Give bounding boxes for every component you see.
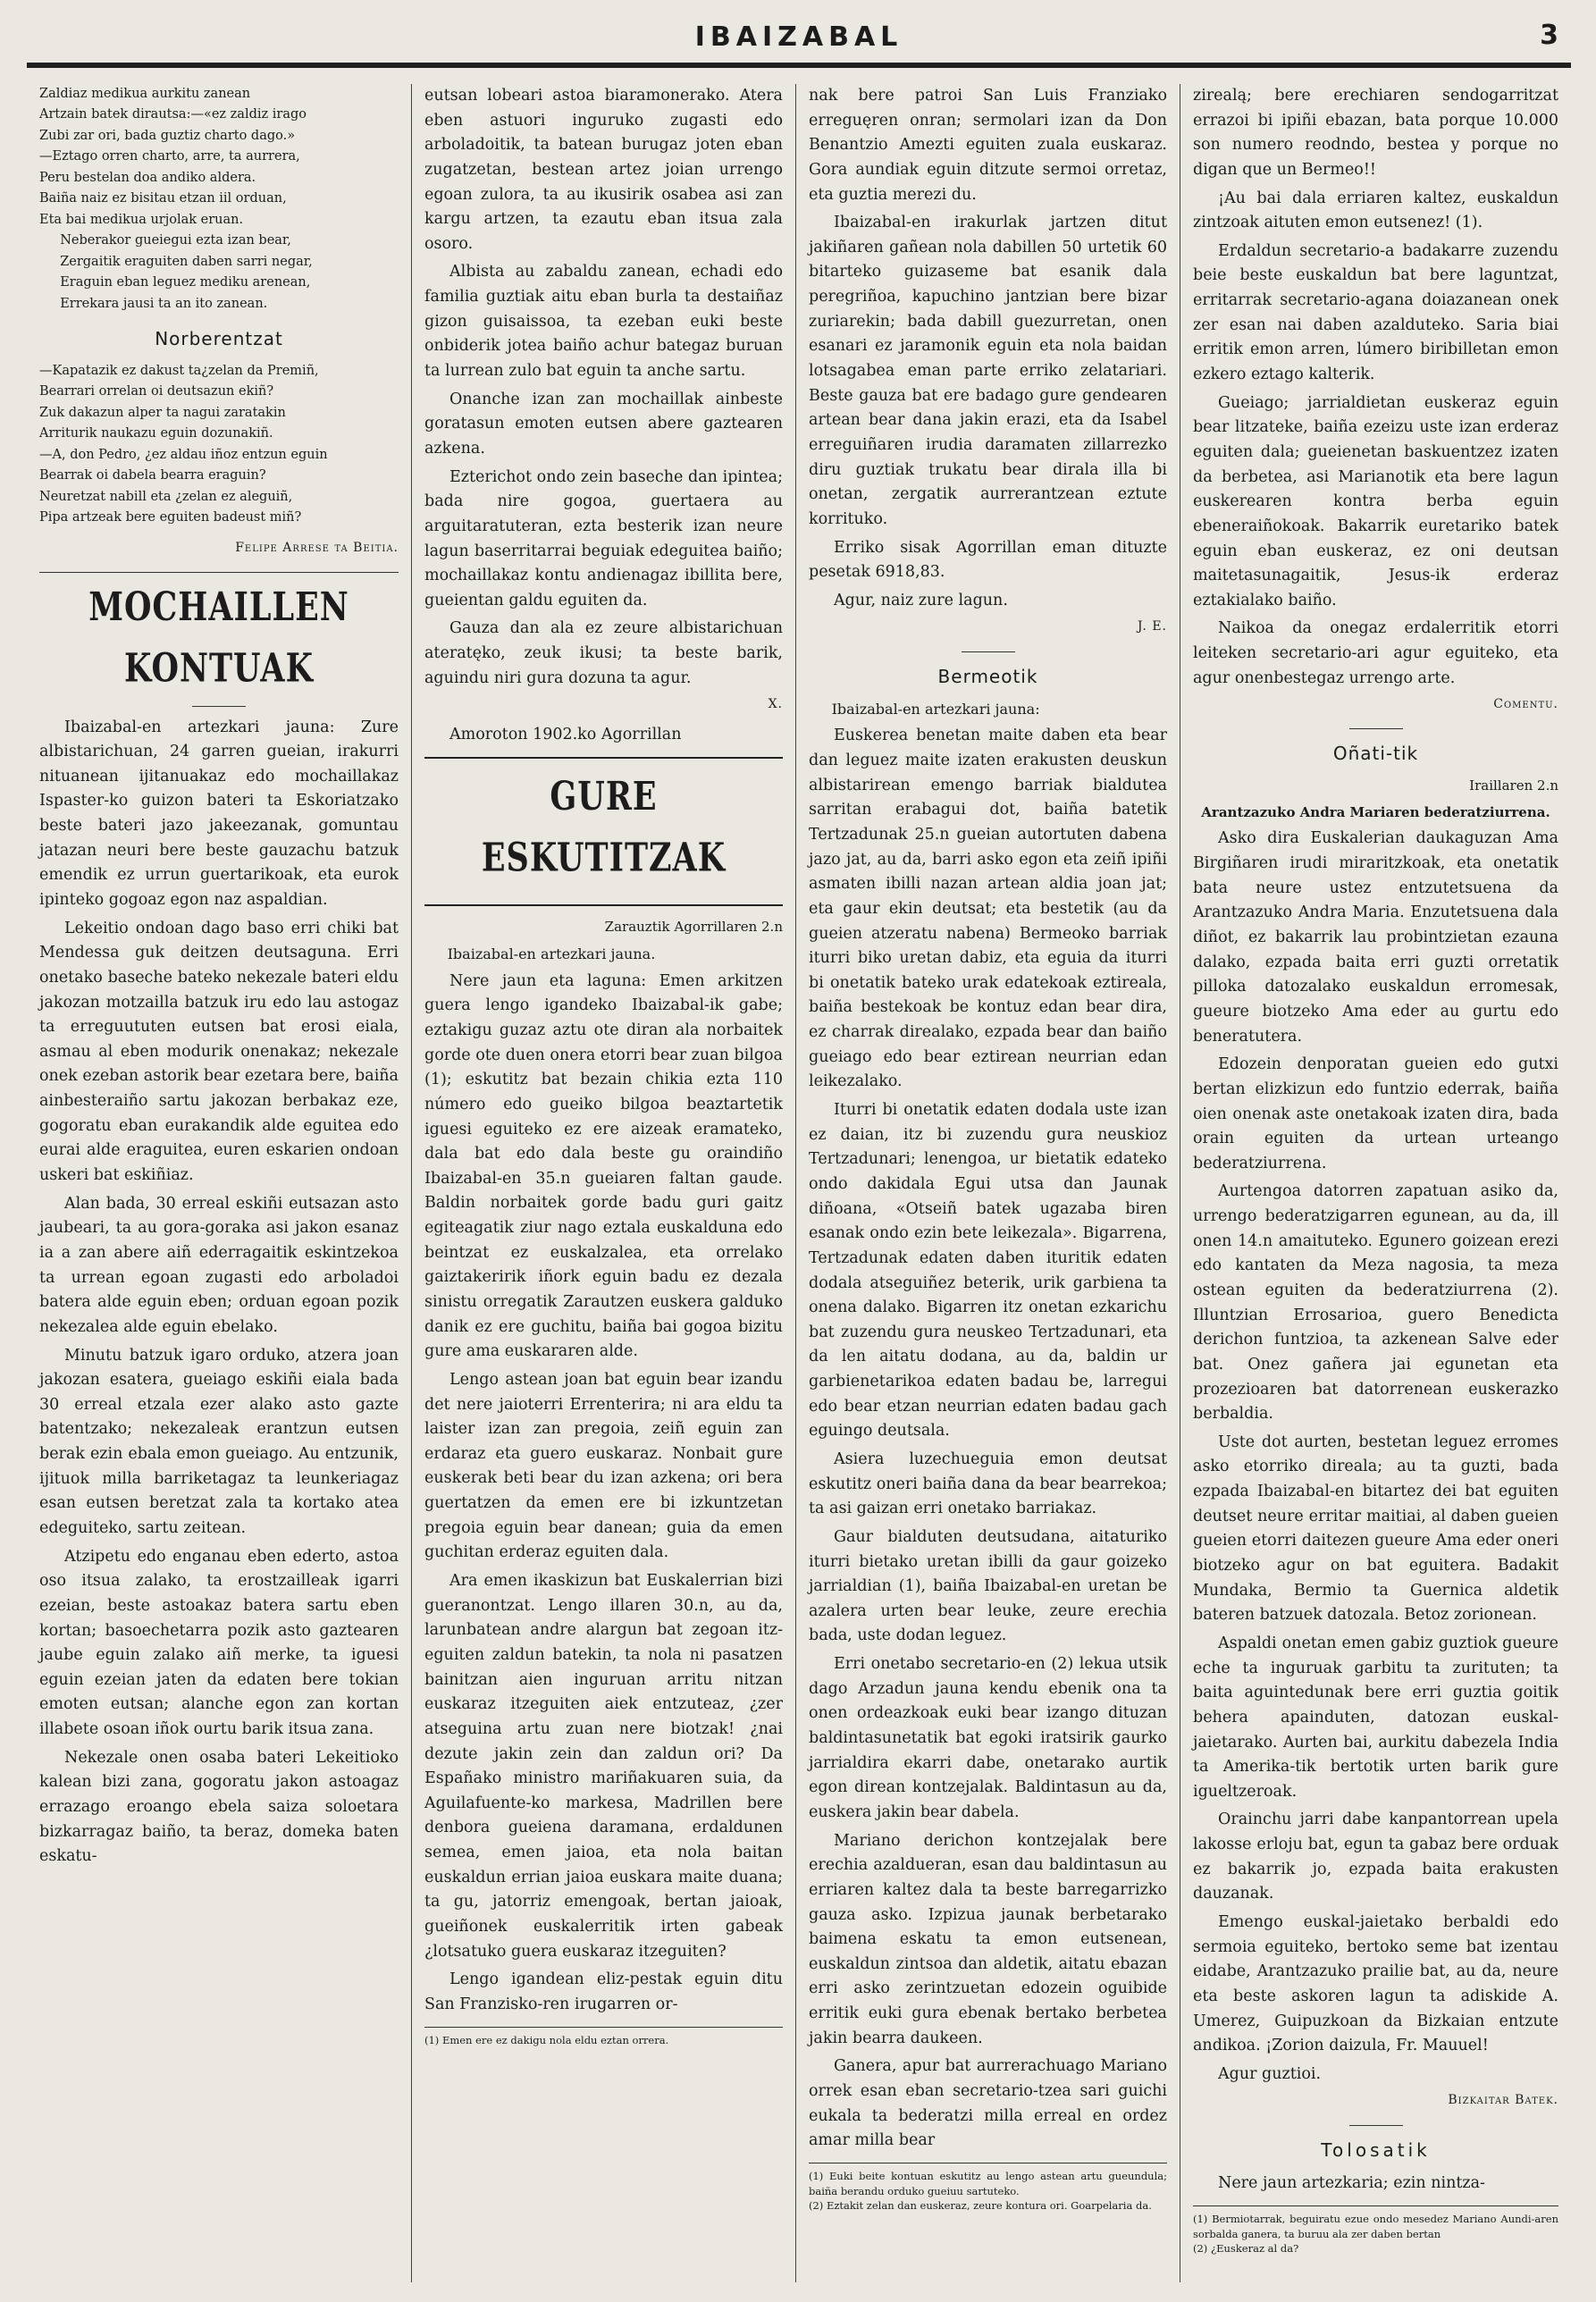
- footnote: (2) ¿Euskeraz al da?: [1193, 2242, 1299, 2256]
- paragraph: Erdaldun secretario-a badakarre zuzendu beie beste euskaldun bat bere laguntzat, erritarrak secretario-agana doiazanean onek zer esan nai daben azalduteko. Saria biai erritik emon arren, lúmero biribilletan emon ezkero eztago kalterik.: [1193, 241, 1558, 384]
- verse-line: Zaldiaz medikua aurkitu zanean: [39, 87, 251, 101]
- article-headline-gure-eskutitzak: GURE ESKUTITZAK: [481, 774, 727, 882]
- paragraph: Asko dira Euskalerian daukaguzan Ama Birgiñaren irudi miraritzkoak, eta onetatik bata neure ustez entzutetsuena da Arantzazuko Andra Maria. Enzutetsuena dala diñot, ez bakarrik lau probintzietan ezauna dalako, ezpada baita erri guzti orretatik pilloka datozalako euskaldun erromesak, gueure biotzeko Ama eder au gurtu edo beneratutera.: [1193, 829, 1558, 1046]
- newspaper-title: IBAIZABAL: [694, 21, 903, 53]
- footnote: (1) Bermiotarrak, beguiratu ezue ondo mesedez Mariano Aundi-aren sorbalda ganera, ta buruu ala zer daben bertan: [1193, 2212, 1558, 2240]
- author-signature: Felipe Arrese ta Beitia.: [235, 540, 399, 555]
- divider: [39, 572, 399, 573]
- verse-line: —Kapatazik ez dakust ta¿zelan da Premiñ,: [39, 363, 319, 378]
- paragraph: Agur guztioi.: [1218, 2064, 1322, 2083]
- column-1: [27, 84, 411, 2282]
- headline-box: [424, 757, 783, 906]
- paragraph: zirealą; bere erechiaren sendogarritzat errazoi bi ipiñi ebazan, bata porque 10.000 son numero reodndo, bestea y porque no digan que un Bermeo!!: [1193, 87, 1558, 179]
- verse-line: Baiña naiz ez bisitau etzan iil orduan,: [39, 191, 287, 206]
- column-2: [411, 84, 795, 2282]
- paragraph: Ibaizabal-en artezkari jauna: Zure albistarichuan, 24 garren gueian, irakurri nituanean ijitanuakaz edo mochaillakaz Ispaster-ko guizon bateri ta Eskoriatzako beste bateri jazo jakeezanak, gomuntau jatazan neuri bere beste gauzachu batzuk emendik ez urrun guertarikoak, eta eurok ipinteko gogoaz egon naz aspaldian.: [39, 718, 399, 909]
- author-signature: X.: [768, 697, 783, 712]
- paragraph: Asiera luzechueguia emon deutsat eskutitz oneri baiña dana da bear bearrekoa; ta asi gaizan erri onetako barriakaz.: [809, 1450, 1167, 1518]
- author-signature: J. E.: [1137, 619, 1167, 634]
- paragraph: Ara emen ikaskizun bat Euskalerrian bizi gueranontzat. Lengo illaren 30.n, au da, larunbatean andre alargun bat zegoan itz-eguiten zaldun batekin, ta nola ni pasatzen bainitzan aien inguruan arritu nitzan euskaraz itzeguiten aiek entzuteaz, ¿zer atseguina artu zuan nere biotzak! ¿nai dezute jakin zein dan zaldun ori? Da Españako ministro mariñakuaren suia, da Aguilafuente-ko markesa, Madrillen bere denbora gueiena daramana, erdaldunen semea, emen jaioa, eta nola baitan euskaldun errian jaioa euskara maite duana; ta gu, jatorriz emengoak, bertan jaioak, gueiñonek euskalerritik irten gabeak ¿lotsatuko guera euskaraz itzeguiten?: [424, 1572, 783, 1961]
- column-3: [795, 84, 1180, 2282]
- verse-line: Bearrak oi dabela bearra eraguin?: [39, 468, 266, 483]
- masthead: [27, 16, 1571, 68]
- paragraph: Nere jaun artezkaria; ezin nintza-: [1218, 2174, 1485, 2193]
- author-signature: Bizkaitar Batek.: [1448, 2093, 1558, 2108]
- paragraph: Erri onetabo secretario-en (2) lekua utsik dago Arzadun jauna kendu ebenik ona ta onen ordeazkoak euki bear izango dituzan baldintasunetatik bat egoki iratsirik gaurko jarrialdira ekarri dabe, onetarako aurtik egon direan kontzejalak. Baldintasun au da, euskera jakin bear dabela.: [809, 1655, 1167, 1821]
- verse-line: Zubi zar ori, bada guztiz charto dago.»: [39, 128, 296, 143]
- paragraph: Euskerea benetan maite daben eta bear dan leguez maite izaten erakusten deuskun albistarirean emengo barriak bialdutea sarritan erabagui dot, baiña batetik Tertzadunak 25.n gueian autortuten dabena jazo jat, au da, barri asko egon eta zeiñ ipiñi asmaten ibilli nazan artean aldia joan jat; eta gaur ekin deutsat; eta bestetik (au da gueien atzeratu nabena) Bermeoko barriak iturri biko uretan dabiz, eta eguia da iturri bi onetatik bateko urak edatekoak eztireala, baiña bestekoak be kontuz edan bear dira, ez charrak direalako, ezpada bear dan baiño gueiago edo bear eztirean neurrian edan leikezalako.: [809, 727, 1167, 1091]
- verse-2: [39, 361, 399, 529]
- paragraph: Alan bada, 30 erreal eskiñi eutsazan asto jaubeari, ta au gora-goraka asi jakon esanaz ia a zan abere aiñ ederragaitik eskintzekoa ta urrean egoan zugasti edo arboladoi batera alde eguin eben; orduan egoan pozik nekezalea alde eguin ebelako.: [39, 1194, 399, 1336]
- dateline: Zarauztik Agorrillaren 2.n: [604, 918, 783, 935]
- paragraph: Lengo igandean eliz-pestak eguin ditu San Franzisko-ren irugarren or-: [424, 1970, 783, 2013]
- divider: [192, 706, 246, 707]
- section-heading-onati: Oñati-tik: [1332, 743, 1419, 765]
- paragraph: Uste dot aurten, bestetan leguez erromes asko etorriko direala; au ta guzti, bada ezpada Ibaizabal-en bitartez dei bat eguiten deutset neure erritar maitiai, al daben gueien gueien etorri daitezen gueure Ama eder oneri biotzeko agur on bat eguitera. Badakit Mundaka, Bermio ta Guernica aldetik bateren batzuek datozala. Betoz zorionean.: [1193, 1432, 1558, 1625]
- verse-line: Artzain batek dirautsa:—«ez zaldiz irago: [39, 107, 307, 122]
- footnote: (2) Eztakit zelan dan euskeraz, zeure kontura ori. Goarpelaria da.: [809, 2199, 1152, 2213]
- paragraph: Naikoa da onegaz erdalerritik etorri leiteken secretario-ari agur eguiteko, eta agur onenbestegaz urrengo arte.: [1193, 619, 1558, 687]
- paragraph: Onanche izan zan mochaillak ainbeste goratasun emoten eutsen abere gaztearen azkena.: [424, 390, 783, 458]
- paragraph: Ezterichot ondo zein baseche dan ipintea; bada nire gogoa, guertaera au arguitaratuteran, ezta besterik izan neure lagun baserritarrai beguiak edeguitea baiño; mochaillakaz kontu andienagaz ibillita bere, gueientan galdu eguiten da.: [424, 467, 783, 609]
- verse-1: [39, 84, 399, 315]
- paragraph: Aspaldi onetan emen gabiz guztiok gueure eche ta inguruak garbitu ta zurituten; ta baita aguintedunak bere erri guztia goitik behera apainduten, datozan euskal-jaietarako. Aurten bai, aurkitu dabezela India ta Amerika-tik bertotik urten barik gure igueltzeroak.: [1193, 1634, 1558, 1801]
- article-headline-mochaillen: MOCHAILLEN KONTUAK: [88, 584, 349, 693]
- verse-line: Arriturik naukazu eguin dozunakiñ.: [39, 426, 273, 441]
- paragraph: nak bere patroi San Luis Franziako erreguęren onran; sermolari izan da Don Benantzio Amezti eguiten zuala euskaraz. Gora aundiak eguin ditzute sermoi orretaz, eta guztia merezi du.: [809, 87, 1167, 204]
- verse-line: Eta bai medikua urjolak eruan.: [39, 212, 244, 227]
- paragraph: Gaur bialduten deutsudana, aitaturiko iturri bietako uretan ibilli da gaur goizeko jarrialdian (1), baiña Ibaizabal-en uretan be azalera urten bear leuke, zeure erechia bada, uste dodan leguez.: [809, 1527, 1167, 1645]
- paragraph: Albista au zabaldu zanean, echadi edo familia guztiak aitu eban burla ta destaiñaz gizon guisaissoa, ta ezeban euki beste onbiderik jotea baiño achur bategaz buruan ta lurrean zulo bat eguin ta anche sartu.: [424, 263, 783, 381]
- paragraph: Lekeitio ondoan dago baso erri chiki bat Mendessa guk deitzen deutsaguna. Erri onetako baseche bateko nekezale bateri eldu jakozan motzailla batzuk iru edo lau astogaz ta erreguututen eutsen bat erosi eiala, asmau al eben modurik onenakaz; nekezale onek ezeban astorik bear ezetara bere, baiña ainbesteraiño sartu jakozan berbakaz eze, gogoratu eban eurakandik alde eguitea edo eurai alde eraguitea, euren eskarien ondoan uskeri bat eskiñiaz.: [39, 919, 399, 1185]
- verse-line: Errekara jausi ta an ito zanean.: [60, 296, 268, 311]
- section-heading-norberentzat: Norberentzat: [155, 328, 283, 350]
- footnotes: [1193, 2205, 1558, 2256]
- salutation: Ibaizabal-en artezkari jauna.: [447, 945, 656, 963]
- columns: [27, 84, 1571, 2282]
- paragraph: Nere jaun eta laguna: Emen arkitzen guera lengo igandeko Ibaizabal-ik gabe; eztakigu guzaz aztu ote diran ala norbaitek gorde ote duen onera etorri bear zuan bilgoa (1); eskutitz bat bezain chikia ezta 110 número edo gueiko bilgoa beaztartetik iguesi eguiteko ez ere aizeak eramateko, dala bat edo dala beste gu oraindiño Ibaizabal-en 35.n gueiaren faltan gaude. Baldin norbaitek gorde badu guri gaitz egiteagatik ziur nago eztala euskalduna edo beintzat ez euskalzalea, eta orrelako gaiztakeririk iñork eguin badu ez dezala sinistu orregatik Zarautzen euskera galduko danik ez ere guchitu, baiña bai gogoa bizitu gure ama euskararen alde.: [424, 971, 783, 1361]
- paragraph: Gueiago; jarrialdietan euskeraz eguin bear litzateke, baiña ezeizu uste izan erderaz eguiten dala; gueienetan baskuentzez izaten da berbetea, asi Marianotik eta bere lagun euskerearen kontra berba eguin ebeneraiñokoak. Bakarrik euretariko batek eguin eban euskeraz, ez oni deutsan maitetasunagaitik, Jesus-ik erderaz eztakialako baiño.: [1193, 393, 1558, 609]
- paragraph: Ibaizabal-en irakurlak jartzen ditut jakiñaren gañean nola dabillen 50 urtetik 60 bitarteko guizaseme bat esanik dala peregriñoa, kapuchino jantzian bere bizar zuriarekin; bada dabill guezurretan, onen esanari ez jaramonik eguin eta nola baidan lotsagabea eman parte erriko zelatariari. Beste gauza bat ere badago gure gendearen artean bear dana jakin erazi, eta da Isabel erreguiñaren irudia daramaten zillarrezko diru guztiak trukatu bear dirala illa bi onetan, zergatik aurrerantzean eztute korrituko.: [809, 214, 1167, 528]
- paragraph: Mariano derichon kontzejalak bere erechia azaldueran, esan dau baldintasun au erriaren kaltez dala ta beste barregarrizko gauza asko. Izpizua jaunak berbetarako baimena eskatu ta emon eutsenean, euskaldun zintsoa dan aldetik, aitatu ebazan erri asko zerintzuetan edozein oguibide erritik euki gura ebenak bertako berbetea jakin bearra daukeen.: [809, 1831, 1167, 2047]
- salutation: Ibaizabal-en artezkari jauna:: [831, 701, 1040, 718]
- page-number: 3: [1540, 20, 1558, 51]
- verse-line: Pipa artzeak bere eguiten badeust miñ?: [39, 510, 302, 525]
- paragraph: Gauza dan ala ez zeure albistarichuan ateratęko, zeuk ikusi; ta beste barik, aguindu niri gura dozuna ta agur.: [424, 619, 783, 687]
- dateline: Iraillaren 2.n: [1469, 777, 1558, 794]
- section-heading-tolosatik: Tolosatik: [1321, 2138, 1431, 2161]
- paragraph: Minutu batzuk igaro orduko, atzera joan jakozan esatera, gueiago eskiñi eiala bada 30 erreal etzala ezer alako asto gazte batentzako; nekezaleak erantzun eutsen berak ezin ebala emon gueiago. Au entzunik, ijituok milla barriketagaz ta leunkeriagaz esan eutsen beretzat zala ta kortako atea edeguiteko, sartu zeitean.: [39, 1346, 399, 1537]
- section-heading-bermeotik: Bermeotik: [937, 665, 1038, 687]
- paragraph: eutsan lobeari astoa biaramonerako. Atera eben astuori inguruko zugasti edo arboladoitik, ta batean burugaz joten eban zugatzetan, bestean artez joian urrengo egoan zulora, ta au ikusirik osabea asi zan kargu artzen, ta ezautu eban itsua zala osoro.: [424, 87, 783, 253]
- column-4: [1180, 84, 1571, 2282]
- verse-line: —Eztago orren charto, arre, ta aurrera,: [39, 149, 300, 164]
- paragraph: Edozein denporatan gueien edo gutxi bertan elizkizun edo funtzio ederrak, baiña oien onenak aste onetakoak izaten dira, bada orain eguiten da urtean urteango bederatziurrena.: [1193, 1055, 1558, 1172]
- divider: [1349, 2125, 1403, 2126]
- footnote: (1) Euki beite kontuan eskutitz au lengo astean artu gueundula; baiña berandu orduko gueiuu sartuteko.: [809, 2169, 1167, 2197]
- verse-line: Neuretzat nabill eta ¿zelan ez aleguiñ,: [39, 489, 293, 504]
- place-date: Amoroton 1902.ko Agorrillan: [449, 726, 682, 744]
- verse-line: Neberakor gueiegui ezta izan bear,: [60, 233, 291, 248]
- paragraph: Ganera, apur bat aurrerachuago Mariano orrek esan eban secretario-tzea sari guichi eukala ta bederatzi milla erreal en ordez amar milla bear: [809, 2057, 1167, 2150]
- paragraph: Iturri bi onetatik edaten dodala uste izan ez daian, itz bi zuzendu gura neuskioz Tertzadunari; lenengoa, ur bietatik edateko ondo dakidala Egui utsa dan Jaunak diñoana, «Otseiñ batek ugazaba biren esanak ondo ezin bete leikezala». Bigarrena, Tertzadunak edaten daben ituritik edaten dodala atseguiñez beterik, urik garbiena ta onena dalako. Bigarren itz onetan ezkarichu bat zuzendu gura neuskeo Tertzadunari, eta da len aitatu dodana, au da, baldin ur garbienetarikoa edaten badau be, larregui edo bear etzan neurrian edaten badau gach eguingo deutsala.: [809, 1101, 1167, 1441]
- subheading: Arantzazuko Andra Mariaren bederatziurrena.: [1201, 803, 1550, 820]
- verse-line: Zuk dakazun alper ta nagui zaratakin: [39, 405, 286, 420]
- author-signature: Comentu.: [1493, 697, 1558, 712]
- paragraph: Emengo euskal-jaietako berbaldi edo sermoia eguiteko, bertoko seme bat izentau eidabe, Arantzazuko prailie bat, au da, neure eta beste askoren lagun ta adiskide A. Umerez, Guipuzkoan da Bizkaian entzute andikoa. ¡Zorion daizula, Fr. Mauuel!: [1193, 1913, 1558, 2055]
- divider: [962, 651, 1015, 652]
- footnotes: [424, 2027, 783, 2048]
- paragraph: ¡Au bai dala erriaren kaltez, euskaldun zintzoak aituten emon eutsenez! (1).: [1193, 189, 1558, 232]
- paragraph: Nekezale onen osaba bateri Lekeitioko kalean bizi zana, gogoratu jakon astoagaz errazago eroango ebela saiza soloetara bizkarragaz baiño, ta beraz, domeka baten eskatu-: [39, 1748, 399, 1866]
- verse-line: Peru bestelan doa andiko aldera.: [39, 170, 256, 185]
- verse-line: Bearrari orrelan oi deutsazun ekiñ?: [39, 384, 274, 399]
- divider: [1349, 728, 1403, 729]
- paragraph: Atzipetu edo enganau eben ederto, astoa oso itsua zalako, ta erostzailleak igarri ezeian, beste astoakaz batera sartu eben kortan; basoechetarra pozik asto gaztearen jaube eguin zalako aiñ merke, ta iguesi eguin ezeian jaten da edaten bere tokian emoten eutsan; alanche egon zan kortan illabete osoan iñok ourtu barik itsua zana.: [39, 1547, 399, 1739]
- footnotes: [809, 2163, 1167, 2214]
- footnote: (1) Emen ere ez dakigu nola eldu eztan orrera.: [424, 2033, 669, 2046]
- verse-line: Zergaitik eraguiten daben sarri negar,: [60, 254, 313, 269]
- paragraph: Agur, naiz zure lagun.: [834, 591, 1008, 609]
- paragraph: Aurtengoa datorren zapatuan asiko da, urrengo bederatzigarren egunean, au da, ill onen 14.n amaituteko. Egunero goizean erezi edo kantaten da Meza nagosia, ta meza ostean eguiten da bederatziurrena (2). Illuntzian Errosarioa, guero Benedicta derichon funtzioa, ta azkenean Salve eder bat. Onez gañera jai egunetan eta prozezioaren bat datorrenean euskerazko berbaldia.: [1193, 1182, 1558, 1424]
- paragraph: Erriko sisak Agorrillan eman dituzte pesetak 6918,83.: [809, 538, 1167, 582]
- verse-line: Eraguin eban leguez mediku arenean,: [60, 275, 311, 290]
- paragraph: Lengo astean joan bat eguin bear izandu det nere jaioterri Errenterira; ni ara eldu ta laister izan zan pregoia, zeiñ eguin zan erdaraz eta guero euskaraz. Nonbait gure euskerak beti bear du izan azkena; ori bera guertatzen da emen ere bi izkuntzetan pregoia eguin bear danean; guia da emen guchitan erderaz eguiten dala.: [424, 1370, 783, 1562]
- verse-line: —A, don Pedro, ¿ez aldau iñoz entzun eguin: [39, 447, 328, 462]
- paragraph: Orainchu jarri dabe kanpantorrean upela lakosse erloju bat, egun ta gabaz bere orduak ez bakarrik jo, ezpada baita erakusten dauzanak.: [1193, 1811, 1558, 1903]
